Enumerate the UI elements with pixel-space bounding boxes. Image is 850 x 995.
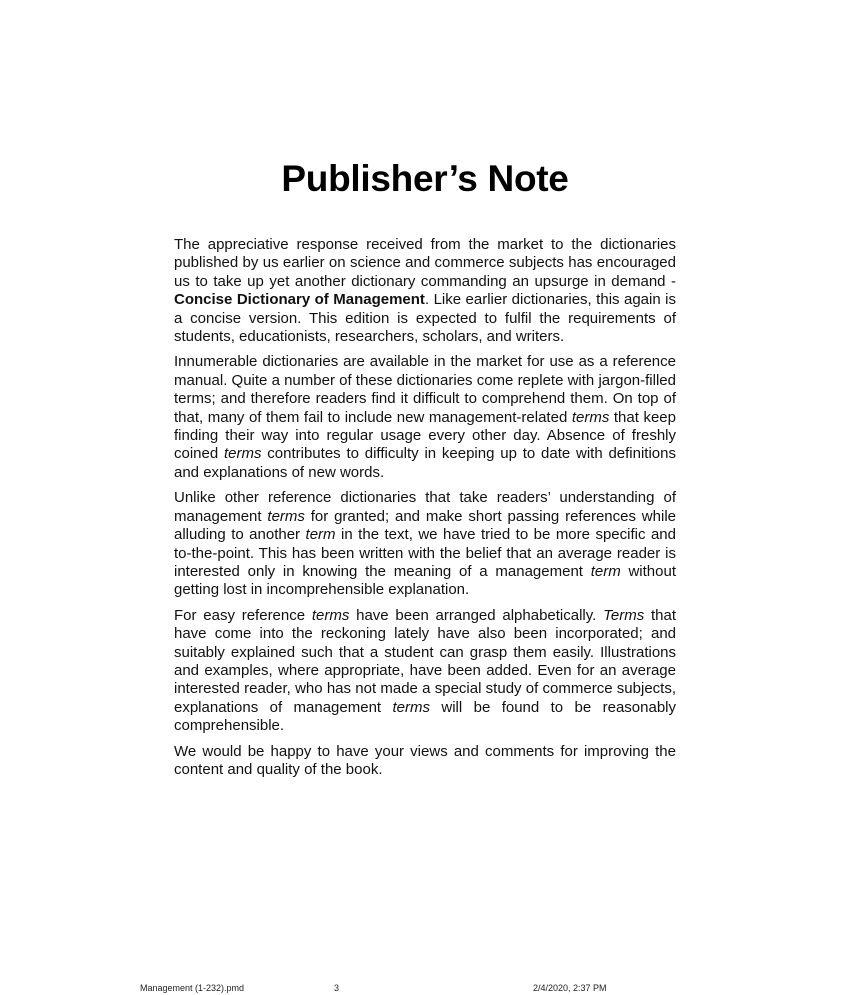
page-title: Publisher’s Note — [281, 158, 569, 199]
italic-text: term — [590, 562, 621, 580]
paragraph — [174, 489, 676, 599]
text-run: for granted; and make short passing references while alluding to another — [174, 507, 676, 544]
text-run: . Like earlier dictionaries, this again is a concise version. This edition is expected to fulfil the requirements of students, educationists, researchers, scholars, and writers. — [174, 291, 676, 346]
footer-filename: Management (1-232).pmd — [140, 983, 245, 993]
text-run: contributes to difficulty in keeping up to date with definitions and explanations of new words. — [174, 445, 676, 481]
italic-text: terms — [224, 445, 262, 463]
text-run: The appreciative response received from the market to the dictionaries published by us earlier on science and commerce subjects has encouraged us to take up yet another dictionary commanding an upsurge in demand - — [174, 236, 676, 290]
footer-page-number: 3 — [334, 983, 340, 993]
italic-text: terms — [392, 698, 430, 716]
text-run: that keep finding their way into regular usage every other day. Absence of freshly coined — [174, 408, 676, 463]
paragraph — [174, 236, 676, 346]
paragraph — [174, 743, 676, 780]
bold-text: Concise Dictionary of Management — [174, 291, 425, 309]
text-run: Unlike other reference dictionaries that take readers’ understanding of management — [174, 489, 676, 525]
text-run: that have come into the reckoning lately have also been incorporated; and suitably explained such that a student can grasp them easily. Illustrations and examples, where appropriate, have been added. Even for an average interested reader, who has not made a special study of commerce subjects, explanations of management — [174, 606, 677, 716]
text-run: will be found to be reasonably comprehensible. — [174, 698, 676, 735]
text-run: We would be happy to have your views and comments for improving the content and quality of the book. — [174, 742, 676, 778]
italic-text: terms — [311, 606, 350, 624]
text-run: in the text, we have tried to be more specific and to-the-point. This has been written with the belief that an average reader is interested only in knowing the meaning of a management — [174, 526, 676, 580]
body-text — [174, 236, 676, 786]
italic-text: terms — [267, 507, 305, 525]
text-run: For easy reference — [174, 606, 312, 624]
text-run: Innumerable dictionaries are available in the market for use as a reference manual. Quite a number of these dictionaries come replete with jargon-filled terms; and therefore readers find it difficult to comprehend them. On top of that, many of them fail to include new management-related — [174, 353, 676, 426]
text-run: without getting lost in incomprehensible explanation. — [174, 562, 677, 599]
paragraph — [174, 353, 676, 482]
italic-text: terms — [571, 408, 610, 426]
paragraph — [174, 607, 676, 736]
italic-text: term — [305, 526, 336, 544]
page-footer — [0, 983, 850, 995]
text-run: have been arranged alphabetically. — [349, 606, 604, 624]
footer-timestamp: 2/4/2020, 2:37 PM — [533, 983, 607, 993]
italic-text: Terms — [603, 606, 645, 624]
